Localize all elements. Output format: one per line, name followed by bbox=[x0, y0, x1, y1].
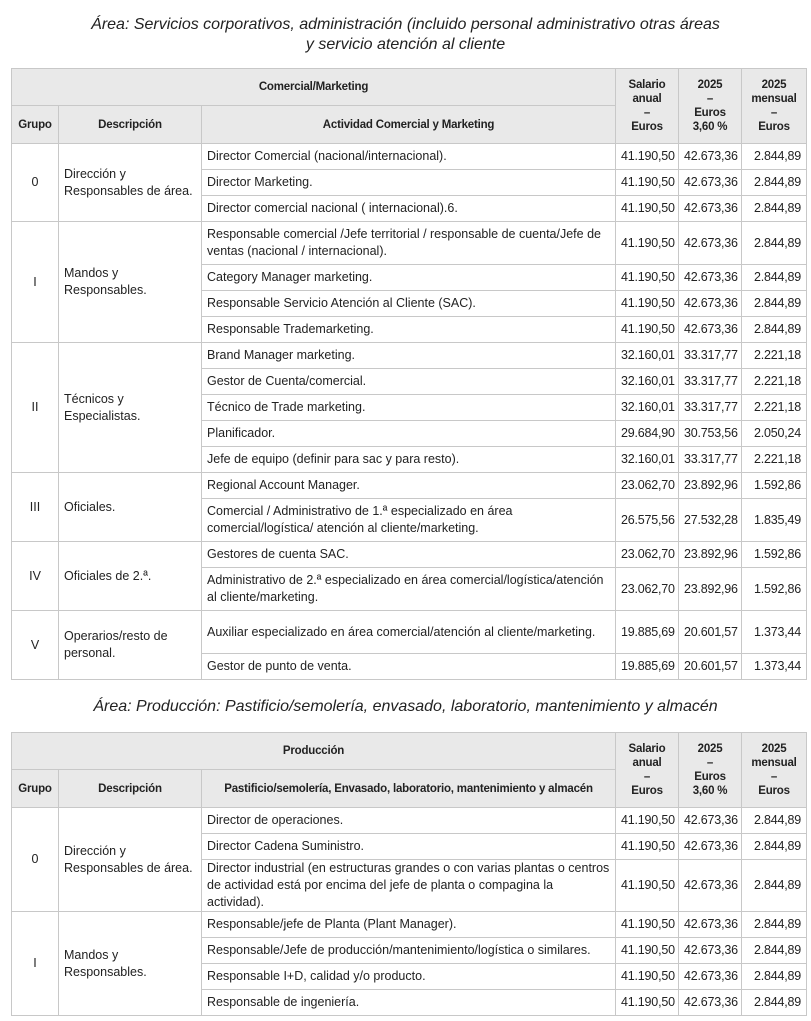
cell-actividad: Responsable/jefe de Planta (Plant Manager). bbox=[202, 912, 616, 938]
cell-mensual: 1.373,44 bbox=[742, 611, 807, 654]
cell-mensual: 2.844,89 bbox=[742, 938, 807, 964]
cell-2025: 33.317,77 bbox=[679, 343, 742, 369]
col-header-mensual: 2025 mensual – Euros bbox=[742, 69, 807, 144]
cell-descripcion: Mandos y Responsables. bbox=[59, 222, 202, 343]
cell-mensual: 2.221,18 bbox=[742, 343, 807, 369]
area-header: Producción bbox=[12, 733, 616, 770]
cell-2025: 42.673,36 bbox=[679, 144, 742, 170]
table-row bbox=[12, 808, 807, 834]
cell-salario: 41.190,50 bbox=[616, 860, 679, 912]
table-row bbox=[12, 473, 807, 499]
col-header-grupo: Grupo bbox=[12, 770, 59, 808]
cell-actividad: Director Cadena Suministro. bbox=[202, 834, 616, 860]
cell-2025: 30.753,56 bbox=[679, 421, 742, 447]
cell-mensual: 1.592,86 bbox=[742, 473, 807, 499]
cell-mensual: 2.844,89 bbox=[742, 196, 807, 222]
cell-actividad: Responsable Trademarketing. bbox=[202, 317, 616, 343]
area-title-servicios bbox=[0, 15, 811, 55]
table-row bbox=[12, 343, 807, 369]
cell-mensual: 2.844,89 bbox=[742, 912, 807, 938]
cell-2025: 23.892,96 bbox=[679, 473, 742, 499]
cell-mensual: 2.844,89 bbox=[742, 860, 807, 912]
col-header-mensual: 2025 mensual – Euros bbox=[742, 733, 807, 808]
table-body bbox=[12, 144, 807, 680]
cell-salario: 19.885,69 bbox=[616, 654, 679, 680]
cell-mensual: 2.844,89 bbox=[742, 144, 807, 170]
cell-grupo: 0 bbox=[12, 808, 59, 912]
cell-actividad: Director Comercial (nacional/internacional). bbox=[202, 144, 616, 170]
cell-mensual: 1.373,44 bbox=[742, 654, 807, 680]
cell-actividad: Director Marketing. bbox=[202, 170, 616, 196]
cell-2025: 42.673,36 bbox=[679, 222, 742, 265]
salary-table-comercial bbox=[11, 68, 807, 680]
area-title-produccion bbox=[0, 697, 811, 717]
cell-2025: 23.892,96 bbox=[679, 542, 742, 568]
cell-mensual: 2.844,89 bbox=[742, 317, 807, 343]
cell-2025: 42.673,36 bbox=[679, 808, 742, 834]
cell-descripcion: Dirección y Responsables de área. bbox=[59, 144, 202, 222]
col-header-actividad: Actividad Comercial y Marketing bbox=[202, 106, 616, 144]
cell-mensual: 2.844,89 bbox=[742, 964, 807, 990]
table-row bbox=[12, 611, 807, 654]
cell-salario: 41.190,50 bbox=[616, 144, 679, 170]
cell-grupo: IV bbox=[12, 542, 59, 611]
cell-2025: 42.673,36 bbox=[679, 265, 742, 291]
cell-descripcion: Operarios/resto de personal. bbox=[59, 611, 202, 680]
cell-2025: 33.317,77 bbox=[679, 395, 742, 421]
cell-mensual: 2.844,89 bbox=[742, 265, 807, 291]
cell-2025: 42.673,36 bbox=[679, 170, 742, 196]
col-header-salario: Salario anual – Euros bbox=[616, 733, 679, 808]
cell-salario: 32.160,01 bbox=[616, 395, 679, 421]
cell-actividad: Responsable I+D, calidad y/o producto. bbox=[202, 964, 616, 990]
cell-mensual: 2.221,18 bbox=[742, 369, 807, 395]
cell-mensual: 2.221,18 bbox=[742, 447, 807, 473]
cell-2025: 42.673,36 bbox=[679, 196, 742, 222]
table-row bbox=[12, 542, 807, 568]
cell-2025: 42.673,36 bbox=[679, 964, 742, 990]
cell-salario: 41.190,50 bbox=[616, 317, 679, 343]
table-row bbox=[12, 222, 807, 265]
cell-salario: 41.190,50 bbox=[616, 265, 679, 291]
cell-salario: 29.684,90 bbox=[616, 421, 679, 447]
cell-mensual: 2.844,89 bbox=[742, 990, 807, 1016]
table-body bbox=[12, 808, 807, 1016]
cell-actividad: Category Manager marketing. bbox=[202, 265, 616, 291]
cell-2025: 23.892,96 bbox=[679, 568, 742, 611]
cell-salario: 32.160,01 bbox=[616, 343, 679, 369]
cell-actividad: Comercial / Administrativo de 1.ª especializado en área comercial/logística/ atención al cliente/marketing. bbox=[202, 499, 616, 542]
cell-salario: 41.190,50 bbox=[616, 196, 679, 222]
cell-grupo: V bbox=[12, 611, 59, 680]
col-header-descripcion: Descripción bbox=[59, 106, 202, 144]
cell-actividad: Director de operaciones. bbox=[202, 808, 616, 834]
cell-descripcion: Oficiales. bbox=[59, 473, 202, 542]
col-header-descripcion: Descripción bbox=[59, 770, 202, 808]
col-header-2025: 2025 – Euros 3,60 % bbox=[679, 733, 742, 808]
cell-grupo: III bbox=[12, 473, 59, 542]
cell-2025: 27.532,28 bbox=[679, 499, 742, 542]
cell-mensual: 2.844,89 bbox=[742, 170, 807, 196]
cell-2025: 42.673,36 bbox=[679, 938, 742, 964]
table-row bbox=[12, 144, 807, 170]
salary-table-produccion bbox=[11, 732, 807, 1016]
col-header-actividad: Pastificio/semolería, Envasado, laboratorio, mantenimiento y almacén bbox=[202, 770, 616, 808]
cell-salario: 23.062,70 bbox=[616, 542, 679, 568]
cell-grupo: I bbox=[12, 222, 59, 343]
cell-actividad: Jefe de equipo (definir para sac y para resto). bbox=[202, 447, 616, 473]
cell-actividad: Administrativo de 2.ª especializado en área comercial/logística/atención al cliente/marketing. bbox=[202, 568, 616, 611]
cell-salario: 19.885,69 bbox=[616, 611, 679, 654]
cell-salario: 26.575,56 bbox=[616, 499, 679, 542]
cell-2025: 42.673,36 bbox=[679, 317, 742, 343]
cell-descripcion: Dirección y Responsables de área. bbox=[59, 808, 202, 912]
cell-actividad: Director industrial (en estructuras grandes o con varias plantas o centros de actividad está por encima del jefe de planta o compagina la actividad). bbox=[202, 860, 616, 912]
cell-salario: 41.190,50 bbox=[616, 291, 679, 317]
cell-actividad: Brand Manager marketing. bbox=[202, 343, 616, 369]
cell-salario: 41.190,50 bbox=[616, 964, 679, 990]
cell-2025: 20.601,57 bbox=[679, 654, 742, 680]
cell-salario: 32.160,01 bbox=[616, 447, 679, 473]
cell-2025: 33.317,77 bbox=[679, 447, 742, 473]
cell-actividad: Gestores de cuenta SAC. bbox=[202, 542, 616, 568]
cell-salario: 41.190,50 bbox=[616, 990, 679, 1016]
cell-actividad: Responsable de ingeniería. bbox=[202, 990, 616, 1016]
cell-salario: 41.190,50 bbox=[616, 808, 679, 834]
cell-salario: 41.190,50 bbox=[616, 938, 679, 964]
cell-salario: 23.062,70 bbox=[616, 473, 679, 499]
cell-actividad: Responsable Servicio Atención al Cliente (SAC). bbox=[202, 291, 616, 317]
cell-salario: 41.190,50 bbox=[616, 834, 679, 860]
cell-mensual: 2.844,89 bbox=[742, 834, 807, 860]
cell-actividad: Planificador. bbox=[202, 421, 616, 447]
cell-salario: 32.160,01 bbox=[616, 369, 679, 395]
area-header: Comercial/Marketing bbox=[12, 69, 616, 106]
cell-grupo: I bbox=[12, 912, 59, 1016]
cell-actividad: Regional Account Manager. bbox=[202, 473, 616, 499]
cell-descripcion: Oficiales de 2.ª. bbox=[59, 542, 202, 611]
cell-2025: 42.673,36 bbox=[679, 990, 742, 1016]
col-header-salario: Salario anual – Euros bbox=[616, 69, 679, 144]
cell-2025: 20.601,57 bbox=[679, 611, 742, 654]
cell-mensual: 2.844,89 bbox=[742, 808, 807, 834]
cell-mensual: 2.221,18 bbox=[742, 395, 807, 421]
table-row bbox=[12, 912, 807, 938]
cell-2025: 33.317,77 bbox=[679, 369, 742, 395]
cell-actividad: Responsable comercial /Jefe territorial / responsable de cuenta/Jefe de ventas (nacional / internacional). bbox=[202, 222, 616, 265]
cell-actividad: Gestor de punto de venta. bbox=[202, 654, 616, 680]
area-title-text: Área: Servicios corporativos, administración (incluido personal administrativo otras áreas y servicio atención al cliente bbox=[91, 16, 720, 53]
cell-grupo: 0 bbox=[12, 144, 59, 222]
cell-actividad: Técnico de Trade marketing. bbox=[202, 395, 616, 421]
cell-2025: 42.673,36 bbox=[679, 291, 742, 317]
cell-2025: 42.673,36 bbox=[679, 860, 742, 912]
cell-mensual: 1.592,86 bbox=[742, 568, 807, 611]
cell-descripcion: Mandos y Responsables. bbox=[59, 912, 202, 1016]
cell-salario: 23.062,70 bbox=[616, 568, 679, 611]
cell-2025: 42.673,36 bbox=[679, 834, 742, 860]
col-header-grupo: Grupo bbox=[12, 106, 59, 144]
area-title-text: Área: Producción: Pastificio/semolería, envasado, laboratorio, mantenimiento y almacén bbox=[93, 698, 718, 715]
col-header-2025: 2025 – Euros 3,60 % bbox=[679, 69, 742, 144]
cell-mensual: 1.835,49 bbox=[742, 499, 807, 542]
cell-actividad: Auxiliar especializado en área comercial/atención al cliente/marketing. bbox=[202, 611, 616, 654]
cell-salario: 41.190,50 bbox=[616, 222, 679, 265]
cell-mensual: 2.844,89 bbox=[742, 222, 807, 265]
cell-descripcion: Técnicos y Especialistas. bbox=[59, 343, 202, 473]
cell-actividad: Director comercial nacional ( internacional).6. bbox=[202, 196, 616, 222]
cell-mensual: 1.592,86 bbox=[742, 542, 807, 568]
cell-salario: 41.190,50 bbox=[616, 912, 679, 938]
cell-mensual: 2.050,24 bbox=[742, 421, 807, 447]
cell-salario: 41.190,50 bbox=[616, 170, 679, 196]
cell-mensual: 2.844,89 bbox=[742, 291, 807, 317]
cell-actividad: Gestor de Cuenta/comercial. bbox=[202, 369, 616, 395]
cell-2025: 42.673,36 bbox=[679, 912, 742, 938]
cell-actividad: Responsable/Jefe de producción/mantenimiento/logística o similares. bbox=[202, 938, 616, 964]
cell-grupo: II bbox=[12, 343, 59, 473]
